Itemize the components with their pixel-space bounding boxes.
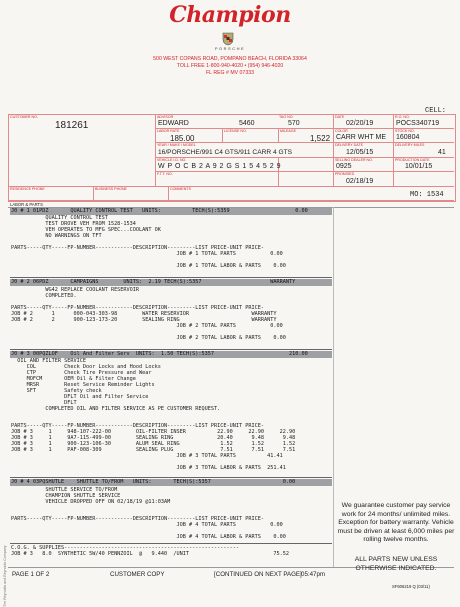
- job-title: J0 # 1 01PDZ QUALITY CONTROL TEST UNITS: TECH(S):5359 0.00: [11, 208, 308, 214]
- job-title: J0 # 4 03PQSHUTLE SHUTTLE TO/FROM UNITS: TECH(S):5357 0.00: [11, 479, 296, 485]
- brand-logo: Champion: [169, 2, 291, 28]
- customer-copy: CUSTOMER COPY: [110, 571, 165, 578]
- job-title: J0 # 2 06PDZ CAMPAIGNS UNITS: 2.19 TECH(S):5357 WARRANTY: [11, 279, 296, 285]
- form-number: SF606219 Q (03/11): [392, 584, 430, 589]
- labor-rate-label: LABOR RATE: [157, 129, 180, 133]
- job-description: WG42 REPLACE COOLANT RESERVOIR COMPLETED.: [45, 287, 140, 299]
- promised-date: 02/18/19: [346, 178, 374, 185]
- vin-label: VEHICLE I.D. NO.: [157, 158, 187, 162]
- print-time: 05:47pm: [301, 571, 326, 578]
- side-company-text: The Reynolds and Reynolds Company: [3, 545, 7, 607]
- mileage-label: MILEAGE: [280, 129, 296, 133]
- job-parts: PARTS-----QTY-----FP-NUMBER------------DESCRIPTION---------LIST PRICE-UNIT PRICE- JOB # 2 1 000-043-303-98 WATER RESERVIOR WARRANTY JOB # 2 2 900-123-173-20 SEALING RING WARRANTY JOB # 2 TOTAL PARTS 0.00 JOB # 2 TOTAL LABOR & PARTS 0.00: [11, 305, 286, 341]
- job-description: SHUTTLE SERVICE TO/FROM CHAMPION SHUTTLE SERVICE VEHICLE DROPPED OFF ON 02/18/19 @11:03AM: [45, 487, 171, 505]
- vin: W P O C B 2 A 9 2 G S 1 5 4 5 2 9: [158, 163, 281, 170]
- all-parts-new-text: ALL PARTS NEW UNLESS OTHERWISE INDICATED.: [354, 556, 438, 572]
- delivery-miles-label: DELIVERY MILES: [395, 143, 425, 147]
- guarantee-text: We guarantee customer pay service work for 24 months/ unlimited miles. Exception for battery warranty. Vehicle must be driven at least 6,000 miles per rolling twelve months.: [337, 502, 455, 544]
- advisor-label: ADVISOR: [157, 115, 174, 119]
- tag-label: TAG NO.: [279, 115, 294, 119]
- job-title: J0 # 3 00PQZLOF Oil And Filter Serv UNITS: 1.50 TECH(S):5357 210.00: [11, 351, 308, 357]
- ro-label: R.O. NO.: [395, 115, 410, 119]
- labor-parts-header: LABOR & PARTS: [10, 202, 43, 207]
- ro-number: POCS340719: [396, 120, 440, 127]
- customer-no: 181261: [55, 120, 89, 131]
- delivery-miles: 41: [438, 149, 446, 156]
- selling-dealer-label: SELLING DEALER NO.: [335, 158, 373, 162]
- ymm-label: YEAR / MAKE / MODEL: [157, 143, 196, 147]
- promised-label: PROMISED: [335, 172, 355, 176]
- sub-brand: PORSCHE: [214, 46, 246, 51]
- date-label: DATE: [335, 115, 345, 119]
- delivery-date: 12/05/15: [346, 149, 374, 156]
- res-phone-label: RESIDENCE PHONE: [10, 187, 45, 191]
- ftt-label: F.T.T. NO.: [157, 172, 173, 176]
- production-label: PRODUCTION DATE: [395, 158, 430, 162]
- customer-no-label: CUSTOMER NO.: [10, 115, 38, 119]
- job-parts: PARTS-----QTY-----FP-NUMBER------------DESCRIPTION---------LIST PRICE-UNIT PRICE- JOB # 3 1 948-107-222-00 OIL-FILTER INSER 22.90 22.90 22.90 JOB # 3 1 9A7-115-499-00 SEALING RING 20.40 9.48 9.48 JOB # 3 1 900-123-106-30 ALUM SEAL RING 1.52 1.52 1.52 JOB # 3 1 PAF-008-309 SEALING PLUG 7.51 7.51 7.51 JOB # 3 TOTAL PARTS 41.41 JOB # 3 TOTAL LABOR & PARTS 251.41: [11, 423, 296, 471]
- year-make-model: 16/PORSCHE/991 C4 GTS/911 CARR 4 GTS: [158, 149, 292, 156]
- color: CARR WHT ME: [336, 134, 387, 141]
- selling-dealer: 0925: [336, 163, 352, 170]
- mo-number: MO: 1534: [410, 191, 444, 199]
- tag-no: 570: [288, 120, 300, 127]
- stock-label: STOCK NO.: [395, 129, 415, 133]
- dealer-address: 500 WEST COPANS ROAD, POMPANO BEACH, FLORIDA 33064: [153, 56, 307, 62]
- production-date: 10/01/15: [405, 163, 433, 170]
- porsche-crest-icon: [222, 32, 234, 46]
- job-parts: PARTS-----QTY-----FP-NUMBER------------DESCRIPTION---------LIST PRICE-UNIT PRICE- JOB # 4 TOTAL PARTS 0.00 JOB # 4 TOTAL LABOR & PARTS 0.00: [11, 516, 286, 540]
- page-number: PAGE 1 OF 2: [12, 571, 50, 578]
- job-description: OIL AND FILTER SERVICE COL Check Door Locks and Hood Locks CTP Check Tire Pressure and Wear MOFCM OEM Oil & Filter Change MRSR Reset Service Reminder Lights SFT Safety check DFLT Oil and Filter Service DFLT COMPLETED OIL AND FILTER SERVICE AS PE CUSTOMER REQUEST.: [17, 358, 221, 412]
- advisor-no: 5460: [239, 120, 255, 127]
- job-description: QUALITY CONTROL TEST TEST DROVE VEH FROM 1528-1534 VEH OPERATES TO MFG SPEC...COOLANT OK NO WARNINGS ON TFT: [45, 215, 161, 239]
- cell-label: CELL:: [425, 107, 447, 115]
- ro-date: 02/20/19: [346, 120, 374, 127]
- delivery-label: DELIVERY DATE: [335, 143, 363, 147]
- stock-no: 160804: [396, 134, 420, 141]
- comments-label: COMMENTS: [170, 187, 191, 191]
- dealer-license: FL REG # MV 07333: [206, 70, 254, 76]
- color-label: COLOR: [335, 129, 348, 133]
- continued-note: [CONTINUED ON NEXT PAGE]: [214, 571, 302, 578]
- advisor: EDWARD: [158, 120, 189, 127]
- labor-rate: 185.00: [170, 134, 195, 143]
- job-parts: PARTS-----QTY-----FP-NUMBER------------DESCRIPTION---------LIST PRICE-UNIT PRICE- JOB # 1 TOTAL PARTS 0.00 JOB # 1 TOTAL LABOR & PARTS 0.00: [11, 245, 286, 269]
- bus-phone-label: BUSINESS PHONE: [95, 187, 127, 191]
- license-label: LICENSE NO.: [224, 129, 247, 133]
- supplies: C.O.G. & SUPPLIES-------------------------------------------------------- JOB # 3 8.0 SYNTHETIC 5W/40 PENNZOIL @ 9.440 /UNIT 75.52: [11, 545, 289, 557]
- mileage: 1,522: [310, 134, 331, 143]
- dealer-phones: TOLL FREE 1-800-940-4020 • (954) 946-4020: [176, 63, 284, 69]
